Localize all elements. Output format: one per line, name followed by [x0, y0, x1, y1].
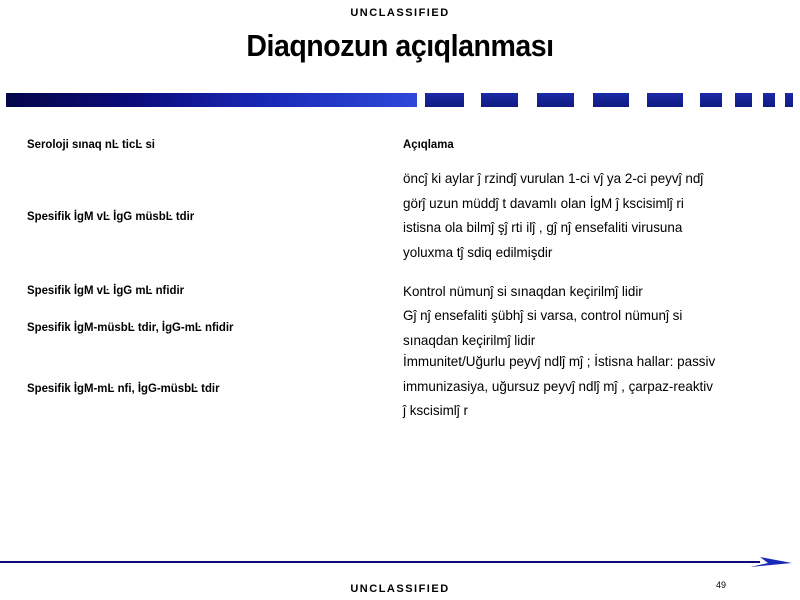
description-line: Kontrol nümunĵ si sınaqdan keçirilmĵ lidir	[403, 283, 643, 299]
title-bar-segment	[593, 93, 629, 107]
description-line: Gĵ nĵ ensefaliti şübhĵ si varsa, control nümunĵ si	[403, 307, 683, 323]
title-bar	[0, 93, 800, 107]
right-column-header: Açıqlama	[403, 137, 454, 151]
table-row-label: Spesifik İgM vĿ İgG müsbĿ tdir	[27, 209, 195, 223]
description-line: ĵ kscisimlĵ r	[403, 402, 468, 418]
description-line: İmmunitet/Uğurlu peyvĵ ndlĵ mĵ ; İstisna hallar: passiv	[403, 353, 716, 369]
arrow-right-icon	[750, 555, 792, 571]
title-bar-segment	[700, 93, 722, 107]
left-column-header: Seroloji sınaq nĿ ticĿ si	[27, 137, 155, 151]
description-line: sınaqdan keçirilmĵ lidir	[403, 331, 536, 348]
table-row-description	[403, 349, 768, 423]
title-bar-gradient	[6, 93, 417, 107]
description-line: immunizasiya, uğursuz peyvĵ ndlĵ mĵ , çarpaz-reaktiv	[403, 377, 713, 394]
description-line: görĵ uzun müddĵ t davamlı olan İgM ĵ kscisimlĵ ri	[403, 194, 684, 211]
table-row-label: Spesifik İgM-müsbĿ tdir, İgG-mĿ nfidir	[27, 320, 234, 334]
table-row-description	[403, 279, 768, 304]
table-row-label: Spesifik İgM vĿ İgG mĿ nfidir	[27, 283, 185, 297]
classification-top: UNCLASSIFIED	[350, 7, 450, 19]
title-bar-segment	[537, 93, 574, 107]
title-bar-segment	[481, 93, 518, 107]
description-line: yoluxma tĵ sdiq edilmişdir	[403, 243, 553, 260]
title-bar-segment	[785, 93, 793, 107]
title-bar-segment	[763, 93, 775, 107]
title-bar-segment	[735, 93, 752, 107]
classification-bottom: UNCLASSIFIED	[350, 583, 450, 595]
title-bar-segment	[425, 93, 464, 107]
page-title: Diaqnozun açıqlanması	[246, 28, 554, 63]
table-row-description	[403, 303, 768, 352]
title-bar-segment	[647, 93, 683, 107]
table-row-label: Spesifik İgM-mĿ nfi, İgG-müsbĿ tdir	[27, 381, 220, 395]
table-row-description	[403, 166, 768, 264]
footer-rule	[0, 561, 760, 563]
description-line: öncĵ ki aylar ĵ rzindĵ vurulan 1-ci vĵ ya 2-ci peyvĵ ndĵ	[403, 170, 704, 186]
page-number: 49	[716, 580, 727, 590]
description-line: istisna ola bilmĵ şĵ rti ilĵ , gĵ nĵ ensefaliti virusuna	[403, 219, 683, 235]
